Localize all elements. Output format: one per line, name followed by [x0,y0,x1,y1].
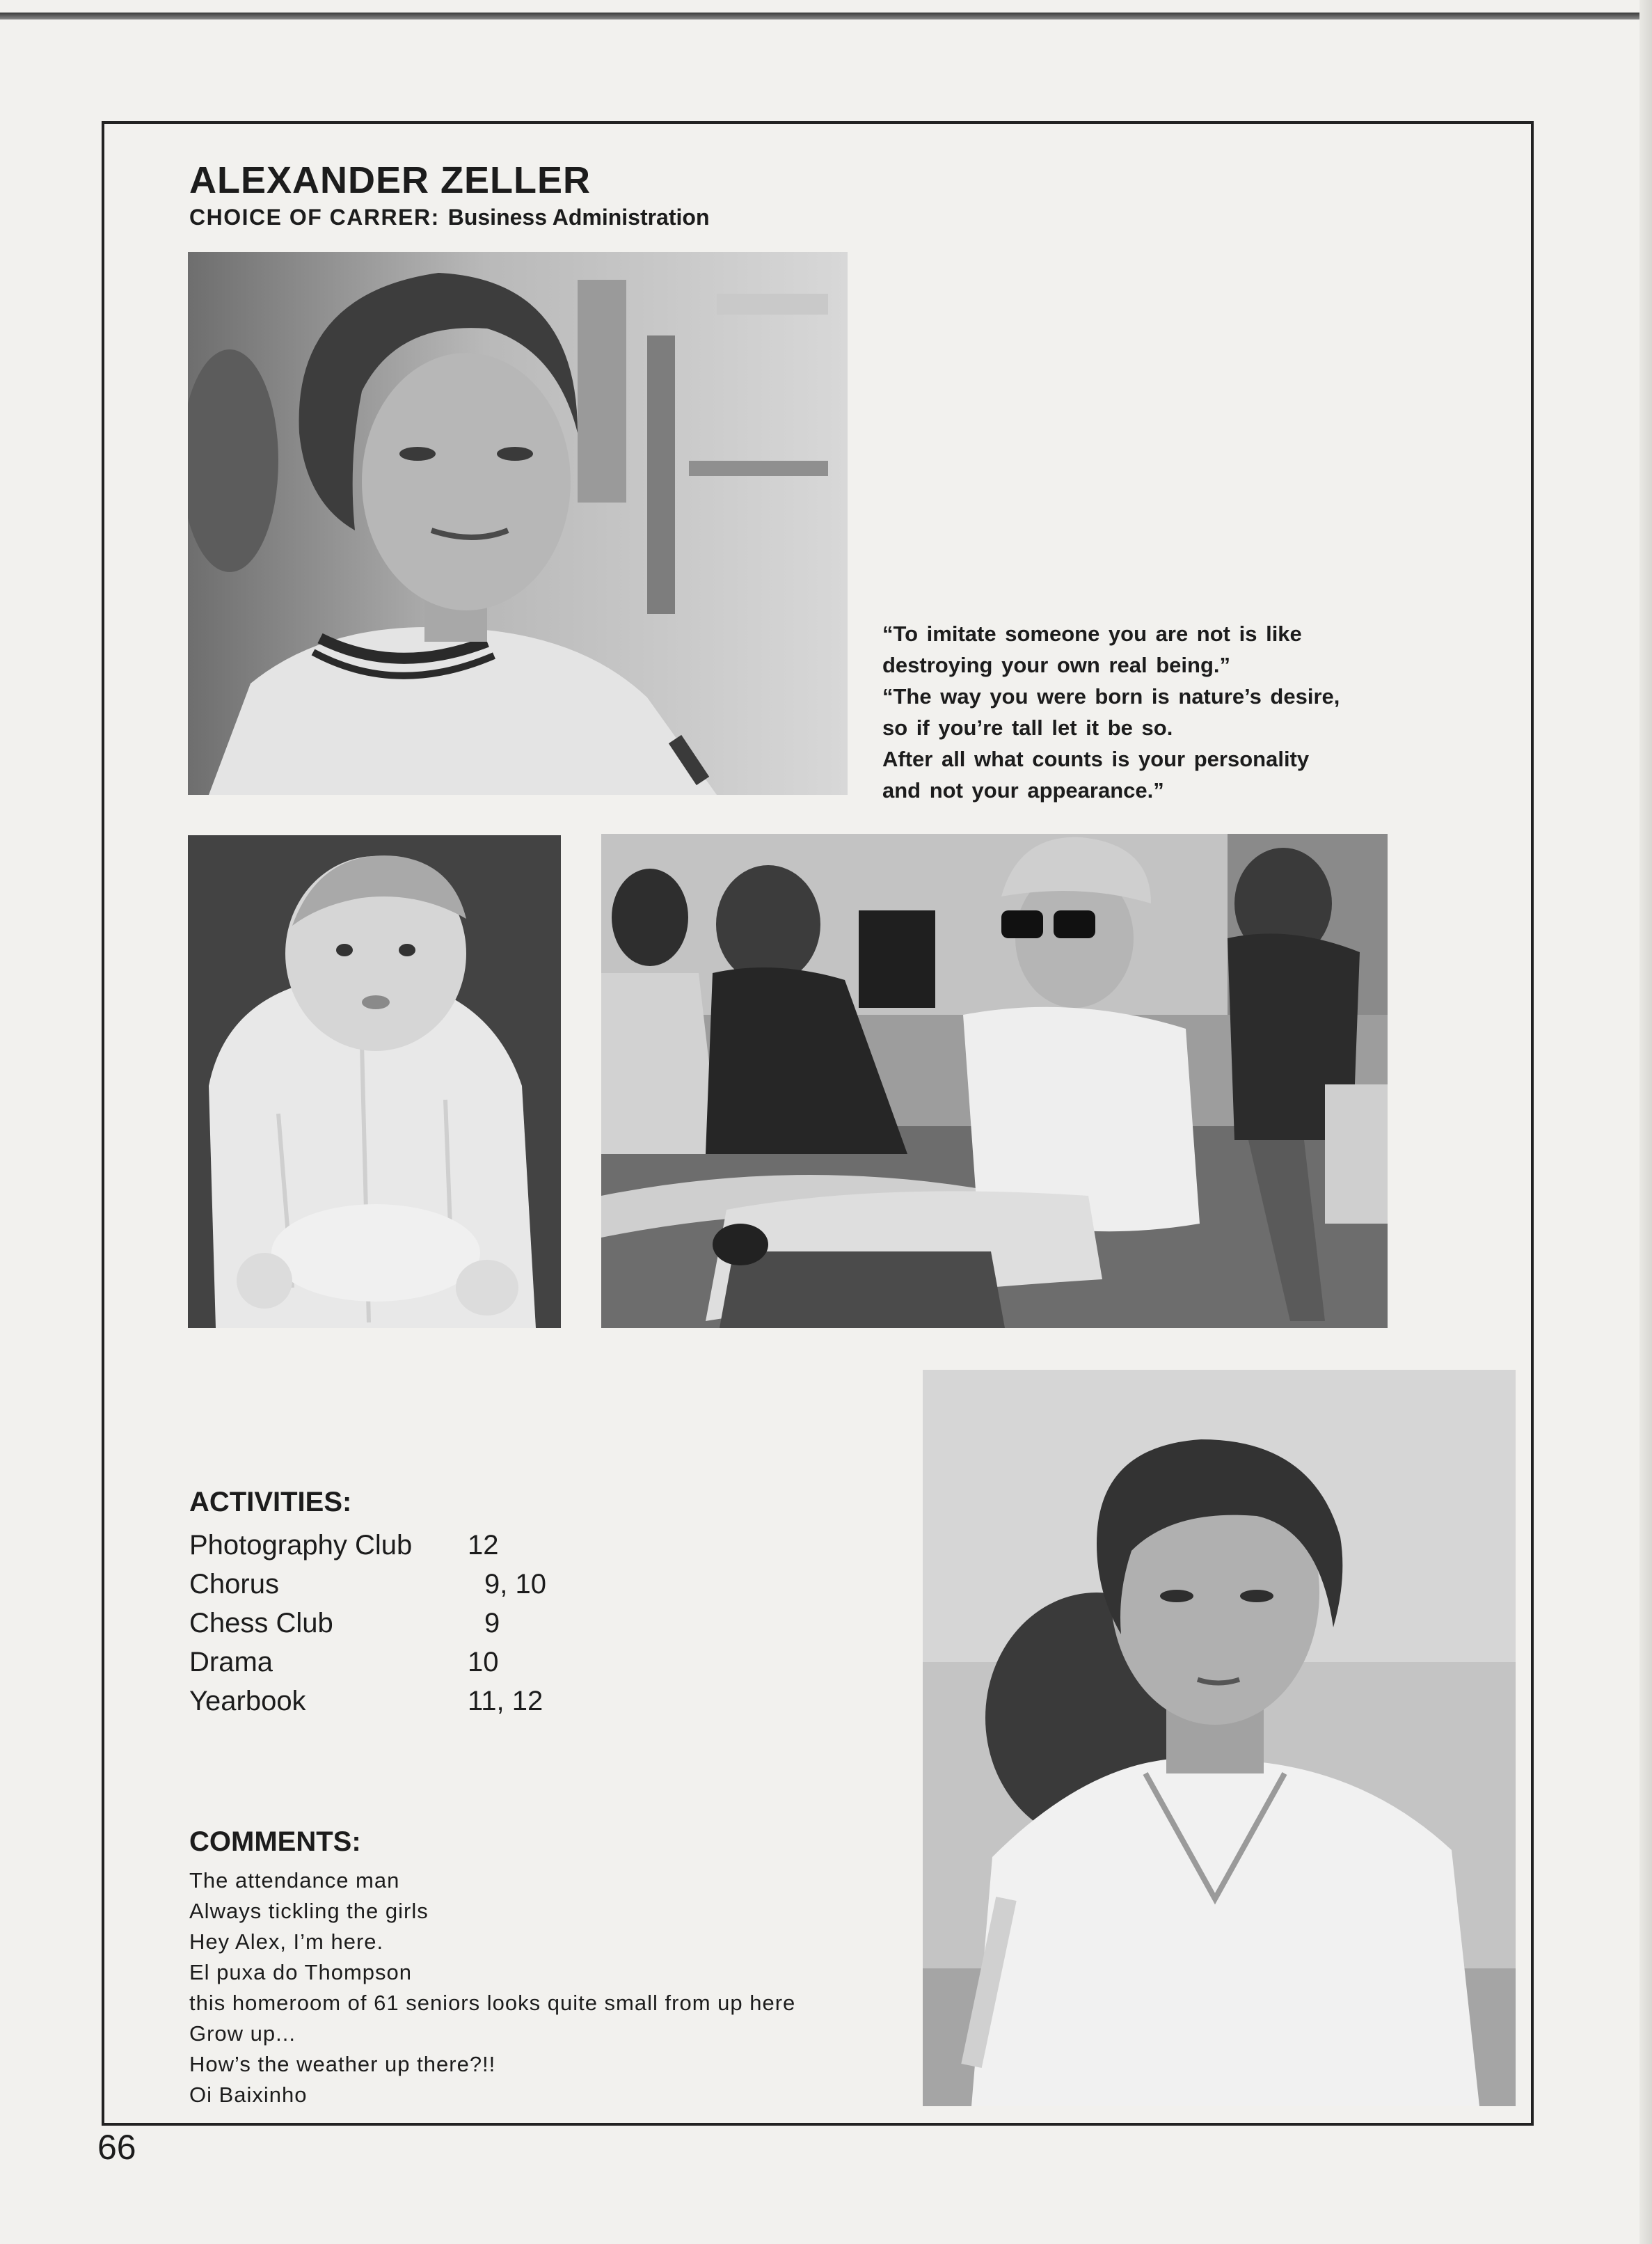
activity-years: 11, 12 [468,1686,543,1716]
quote-line: and not your appearance.” [882,778,1164,803]
comments-list [189,1865,795,2110]
comment-line: The attendance man [189,1868,400,1893]
baby-photo [188,835,561,1328]
quote-line: destroying your own real being.” [882,653,1231,677]
activity-years: 12 [468,1530,499,1560]
activities-heading: ACTIVITIES: [189,1487,352,1517]
comment-line: How’s the weather up there?!! [189,2052,496,2076]
career-label: CHOICE OF CARRER: [189,205,440,230]
quote-line: After all what counts is your personality [882,747,1310,771]
career-value: Business Administration [447,205,710,230]
comment-line: this homeroom of 61 seniors looks quite small from up here [189,1991,796,2015]
classroom-photo [601,834,1388,1328]
senior-quote [882,618,1411,806]
activity-name: Photography Club [189,1530,413,1560]
career-line [189,206,709,228]
quote-line: so if you’re tall let it be so. [882,716,1173,740]
comment-line: Grow up... [189,2021,296,2046]
list-item [189,1526,579,1565]
activity-name: Chess Club [189,1608,333,1638]
page-right-edge [1639,0,1652,2244]
list-item [189,1565,579,1604]
activity-years: 9 [484,1608,500,1638]
activity-years: 10 [468,1647,499,1677]
comments-heading: COMMENTS: [189,1826,361,1857]
list-item [189,1682,579,1721]
comment-line: Oi Baixinho [189,2083,308,2107]
activity-name: Drama [189,1647,273,1677]
list-item [189,1643,579,1682]
page-top-edge [0,13,1652,19]
activity-years: 9, 10 [484,1569,546,1599]
comment-line: El puxa do Thompson [189,1960,413,1984]
quote-line: “To imitate someone you are not is like [882,622,1302,646]
comment-line: Always tickling the girls [189,1899,429,1923]
headshot-photo [923,1370,1516,2106]
activities-list [189,1526,579,1721]
quote-line: “The way you were born is nature’s desire, [882,684,1340,709]
page-number: 66 [97,2128,136,2167]
list-item [189,1604,579,1643]
comment-line: Hey Alex, I’m here. [189,1929,384,1954]
activity-name: Chorus [189,1569,279,1599]
student-name: ALEXANDER ZELLER [189,159,591,201]
portrait-photo [188,252,848,795]
activity-name: Yearbook [189,1686,306,1716]
